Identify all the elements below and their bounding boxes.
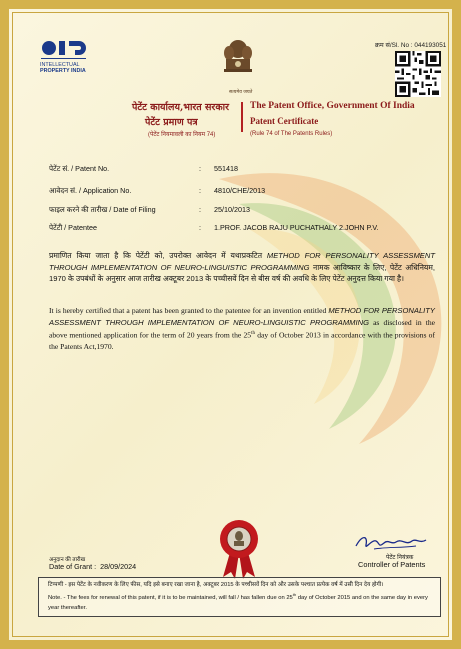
cert-english-post-1: as disclosed in the above mentioned application for the term of 20 years from the 25 (49, 317, 435, 340)
invention-title-hindi-para: METHOD FOR PERSONALITY ASSESSMENT THROUGH IMPLEMENTATION OF NEURO-LINGUISTIC PROGRAMMING (49, 251, 435, 272)
application-number-label: आवेदन सं. / Application No. (49, 186, 132, 195)
certificate-title-english: Patent Certificate (250, 116, 319, 126)
field-colon: : (199, 186, 201, 195)
patentee-value: 1.PROF. JACOB RAJU PUCHATHALY 2.JOHN P.V. (214, 223, 379, 232)
header-divider (241, 102, 243, 132)
renewal-note (38, 577, 441, 617)
controller-title-hindi: पेटेंट नियंत्रक (386, 555, 414, 561)
serial-number: क्रम सं/Sl. No : 044193051 (375, 42, 447, 49)
cert-english-post-2: day of October 2013 in accordance with the provisions of the Patents Act,1970. (49, 330, 435, 352)
national-emblem (221, 37, 255, 93)
emblem-motto: सत्यमेव जयते (229, 90, 253, 95)
field-colon: : (199, 205, 201, 214)
patentee-label: पेटेंटी / Patentee (49, 223, 97, 232)
invention-title-english-para: METHOD FOR PERSONALITY ASSESSMENT THROUGH IMPLEMENTATION OF NEURO-LINGUISTIC PROGRAMMING (49, 306, 435, 327)
cert-hindi-post: नामक आविष्कार के लिए, पेटेंट अधिनियम, 1970 के उपबंधों के अनुसार आज तारीख अक्टूबर 2013 के पच्चीसवें दिन से बीस वर्ष की अवधि के लिए पेटेंट अनुदत्त किया गया है। (49, 262, 435, 283)
ip-logo-line2: PROPERTY INDIA (40, 68, 86, 74)
rule-reference-hindi: (पेटेंट नियमावली का नियम 74) (148, 132, 216, 138)
controller-signature (354, 531, 434, 553)
date-of-grant-hindi: अनुदान की तारीख (49, 557, 86, 563)
renewal-note-english-1: Note. - The fees for renewal of this patent, if it is to be maintained, will fall / has fallen due on 25 (48, 594, 293, 601)
cert-english-pre: It is hereby certified that a patent has been granted to the patentee for an invention entitled (49, 306, 329, 315)
cert-hindi-pre: प्रमाणित किया जाता है कि पेटेंटी को, उपरोक्त आवेदन में यथाप्रकटित (49, 251, 267, 260)
renewal-note-english (48, 590, 431, 613)
ip-logo-line1: INTELLECTUAL (40, 62, 80, 68)
ip-logo-text (40, 62, 86, 74)
renewal-note-hindi: टिप्पणी - इस पेटेंट के नवीकरण के लिए फीस, यदि इसे बनाए रखा जाना है, अक्टूबर 2015 के पच्चीसवें दिन को और उसके पश्चात प्रत्येक वर्ष में उसी दिन देय होगी। (48, 582, 384, 588)
renewal-note-sup: th (292, 592, 297, 597)
date-of-grant-value: 28/09/2024 (100, 562, 137, 571)
office-title-hindi: पेटेंट कार्यालय,भारत सरकार (132, 102, 229, 113)
controller-title: Controller of Patents (358, 560, 426, 569)
rule-reference-english: (Rule 74 of The Patents Rules) (250, 131, 333, 137)
date-of-grant-label: Date of Grant : (49, 562, 97, 571)
patent-number-value: 551418 (214, 164, 238, 173)
filing-date-label: फाइल करने की तारीख / Date of Filing (49, 205, 156, 214)
application-number-value: 4810/CHE/2013 (214, 186, 266, 195)
field-colon: : (199, 223, 201, 232)
patent-number-label: पेटेंट सं. / Patent No. (49, 164, 110, 173)
ip-india-logo (39, 36, 99, 82)
field-colon: : (199, 164, 201, 173)
filing-date-value: 25/10/2013 (214, 205, 250, 214)
renewal-note-english-2: day of October 2015 and on the same day in every year thereafter. (48, 594, 428, 611)
office-title-english: The Patent Office, Government Of India (250, 101, 415, 111)
qr-code (395, 51, 441, 97)
certification-hindi (49, 250, 435, 285)
official-seal (219, 519, 259, 579)
certificate-title-hindi: पेटेंट प्रमाण पत्र (145, 117, 198, 128)
certification-english (49, 305, 435, 353)
cert-english-sup: th (251, 331, 255, 336)
date-of-grant (49, 562, 136, 571)
